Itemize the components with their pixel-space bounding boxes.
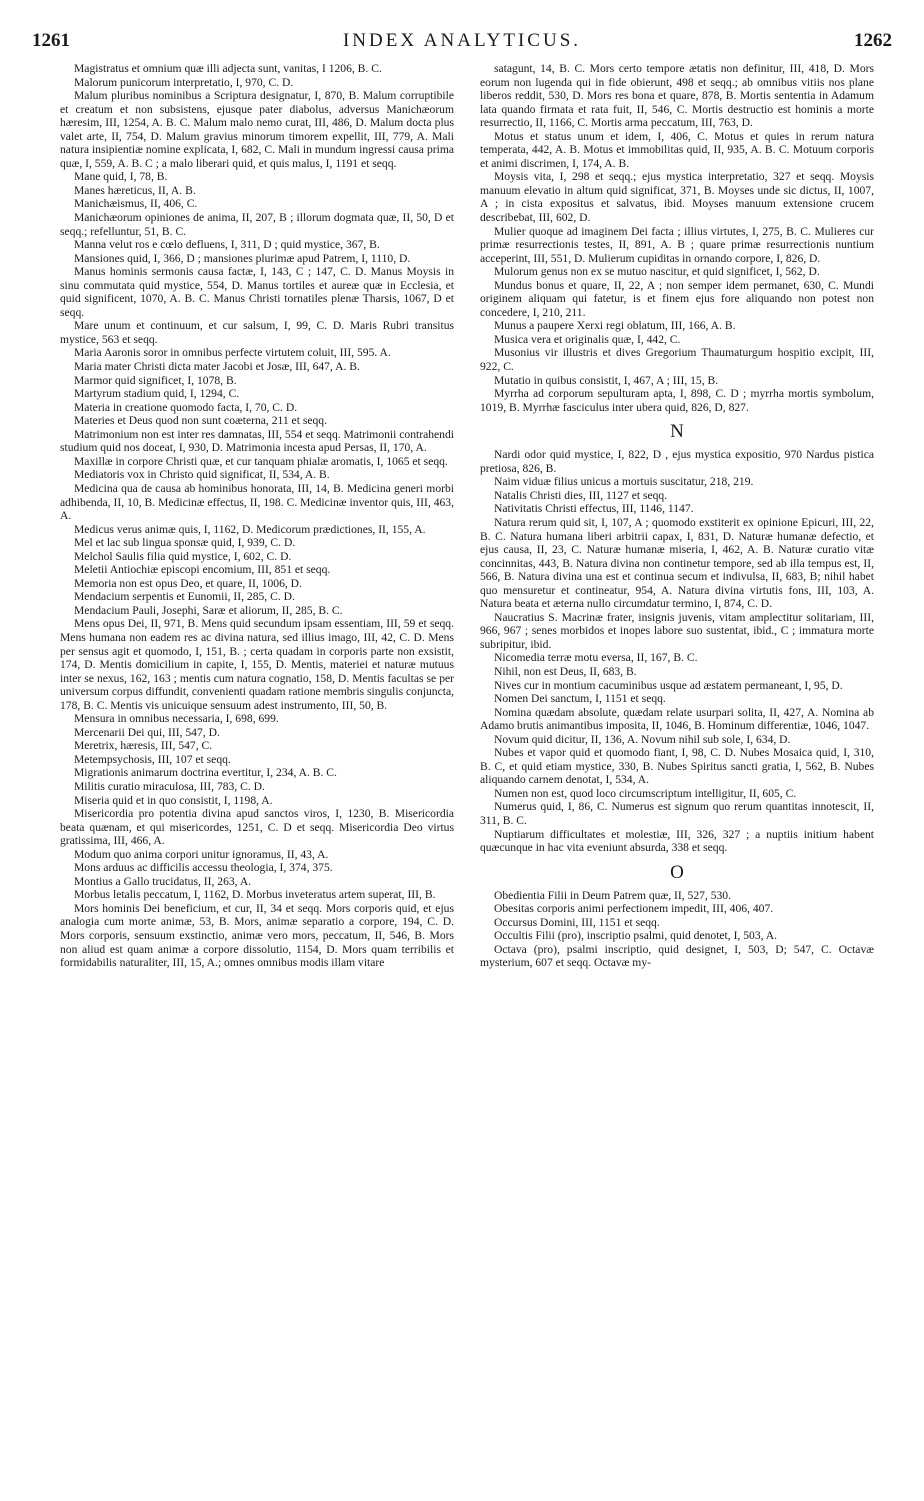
index-entry: Mediatoris vox in Christo quid significat, II, 534, A. B. — [74, 468, 330, 482]
left-page-number: 1261 — [32, 30, 70, 51]
index-entry: Meretrix, hæresis, III, 547, C. — [74, 739, 213, 753]
index-entry: Natura rerum quid sit, I, 107, A ; quomodo exstiterit ex opinione Epicuri, III, 22, B. C. Natura humana liberi arbitrii capax, I, 831, D. Naturæ humanæ defectio, et ejus causa, II, 23, C. Naturæ humanæ miseria, I, 462, A. B. Naturæ curatio vitæ concinnitas, 443, B. Natura divina non continetur tempore, sed ab illa tempus est, II, 566, B. Natura divina una est et continua secum et indivulsa, II, 683, B; nihil habet quo mensuretur et contineatur, 954, A. Natura divina virtutis fons, III, 103, A. Natura beata et æterna nullo circumdatur termino, I, 874, C. D. — [480, 515, 874, 611]
index-entry: Manes hæreticus, II, A. B. — [74, 183, 196, 197]
index-entry: Nubes et vapor quid et quomodo fiant, I, 98, C. D. Nubes Mosaica quid, I, 310, B. C, et quid etiam mystice, 330, B. Nubes Spiritus sancti gratia, I, 562, B. Nubes aliquando carnem denotat, I, 534, A. — [480, 746, 874, 787]
index-entry: Musica vera et originalis quæ, I, 442, C. — [494, 332, 681, 346]
index-entry: Nicomedia terræ motu eversa, II, 167, B. C. — [494, 651, 698, 665]
index-entry: Motus et status unum et idem, I, 406, C. Motus et quies in rerum natura temperata, 442, A. B. Motus et immobilitas quid, II, 935, A. B. C. Motuum corporis et animi discrimen, I, 174, A. B. — [480, 129, 874, 170]
index-entry: Obedientia Filii in Deum Patrem quæ, II, 527, 530. — [494, 888, 731, 902]
index-entry: Materies et Deus quod non sunt coæterna, 211 et seqq. — [74, 414, 327, 428]
index-entry: Meletii Antiochiæ episcopi encomium, III, 851 et seqq. — [74, 563, 331, 577]
index-entry: Munus a paupere Xerxi regi oblatum, III, 166, A. B. — [494, 319, 736, 333]
index-entry: Matrimonium non est inter res damnatas, III, 554 et seqq. Matrimonii contrahendi studium quid nos doceat, I, 930, D. Matrimonia incesta apud Persas, II, 170, A. — [60, 427, 454, 455]
page-header — [32, 30, 892, 54]
right-page-number: 1262 — [854, 30, 892, 51]
index-entry: Mensura in omnibus necessaria, I, 698, 699. — [74, 712, 279, 726]
index-entry: Occultis Filii (pro), inscriptio psalmi, quid denotet, I, 503, A. — [494, 929, 778, 943]
index-entry: Mercenarii Dei qui, III, 547, D. — [74, 725, 220, 739]
index-entry: Mane quid, I, 78, B. — [74, 170, 168, 184]
index-entry: Mansiones quid, I, 366, D ; mansiones plurimæ apud Patrem, I, 1110, D. — [74, 251, 411, 265]
index-entry: Memoria non est opus Deo, et quare, II, 1006, D. — [74, 576, 302, 590]
index-entry: Nihil, non est Deus, II, 683, B. — [494, 664, 637, 678]
index-entry: Nativitatis Christi effectus, III, 1146, 1147. — [494, 502, 694, 516]
index-entry: Metempsychosis, III, 107 et seqq. — [74, 752, 231, 766]
index-entry: Materia in creatione quomodo facta, I, 70, C. D. — [74, 400, 298, 414]
index-entry: Maria Aaronis soror in omnibus perfecte virtutem coluit, III, 595. A. — [74, 346, 391, 360]
index-entry: Migrationis animarum doctrina evertitur, I, 234, A. B. C. — [74, 766, 337, 780]
section-letter-o: O — [670, 861, 684, 883]
index-entry: Nomina quædam absolute, quædam relate usurpari solita, II, 427, A. Nomina ab Adamo brutis animantibus imposita, II, 1046, B. Hominum differentiæ, 1046, 1047. — [480, 705, 874, 733]
index-entry: Obesitas corporis animi perfectionem impedit, III, 406, 407. — [494, 902, 774, 916]
index-entry: Manna velut ros e cœlo defluens, I, 311, D ; quid mystice, 367, B. — [74, 238, 380, 252]
index-entry: Naim viduæ filius unicus a mortuis suscitatur, 218, 219. — [494, 475, 754, 489]
index-entry: Magistratus et omnium quæ illi adjecta sunt, vanitas, I 1206, B. C. — [74, 62, 382, 75]
section-o — [480, 889, 874, 970]
index-entry: Mons arduus ac difficilis accessu theologia, I, 374, 375. — [74, 861, 333, 875]
index-entry: Mulier quoque ad imaginem Dei facta ; illius virtutes, I, 275, B. C. Mulieres cur primæ resurrectionis testes, II, 891, A. B ; quare primæ resurrectionis nuntium acceperint, III, 551, D. Mulierum cupiditas in ornando corpore, I, 826, D. — [480, 224, 874, 265]
index-entry: satagunt, 14, B. C. Mors certo tempore ætatis non definitur, III, 418, D. Mors eorum non lugenda qui in fide obierunt, 498 et seqq.; ab omnibus vitiis nos plane liberos reddit, 530, D. Mors res bona et quare, 878, B. Mortis sententia in Adamum lata quando firmata et rata fuit, II, 546, C. Mortis destructio est hominis a morte resurrectio, II, 1166, C. Mortis arma peccatum, III, 763, D. — [480, 62, 874, 130]
index-entry: Manichæismus, II, 406, C. — [74, 197, 198, 211]
index-entry: Medicina qua de causa ab hominibus honorata, III, 14, B. Medicina generi morbi adhibenda, II, 10, B. Medicinæ effectus, II, 198. C. Medicinæ inventor quis, III, 463, A. — [60, 481, 454, 523]
index-entry: Malorum punicorum interpretatio, I, 970, C. D. — [74, 75, 294, 89]
index-entry: Manus hominis sermonis causa factæ, I, 143, C ; 147, C. D. Manus Moysis in sinu commutata quid mystice, 554, D. Manus tortiles et aureæ quæ in Ecclesia, et quid significent, 1070, A. B. C. Manus Christi tornatiles plenæ Tharsis, 1067, D et seqq. — [60, 265, 454, 319]
index-entry: Medicus verus animæ quis, I, 1162, D. Medicorum prædictiones, II, 155, A. — [74, 522, 426, 536]
index-entry: Montius a Gallo trucidatus, II, 263, A. — [74, 874, 252, 888]
index-entry: Miseria quid et in quo consistit, I, 1198, A. — [74, 793, 273, 807]
index-entry: Occursus Domini, III, 1151 et seqq. — [494, 915, 660, 929]
index-entry: Mendacium Pauli, Josephi, Saræ et aliorum, II, 285, B. C. — [74, 603, 343, 617]
section-m-continued — [480, 62, 874, 414]
index-entry: Maria mater Christi dicta mater Jacobi et Josæ, III, 647, A. B. — [74, 360, 360, 374]
index-entry: Mulorum genus non ex se mutuo nascitur, et quid significet, I, 562, D. — [494, 265, 820, 279]
section-letter-n: N — [670, 421, 684, 443]
left-column — [60, 62, 454, 970]
index-entry: Mutatio in quibus consistit, I, 467, A ; III, 15, B. — [494, 373, 719, 387]
index-entry: Naucratius S. Macrinæ frater, insignis juvenis, vitam amplectitur solitariam, III, 966, 967 ; senes morbidos et inopes labore suo sustentat, ibid., C ; immatura morte subripitur, ibid. — [480, 610, 874, 651]
index-entry: Myrrha ad corporum sepulturam apta, I, 898, C. D ; myrrha mortis symbolum, 1019, B. Myrrhæ fasciculus inter ubera quid, 826, D, 827. — [480, 387, 874, 414]
index-entry: Mel et lac sub lingua sponsæ quid, I, 939, C. D. — [74, 536, 296, 550]
index-entry: Mundus bonus et quare, II, 22, A ; non semper idem permanet, 630, C. Mundi originem aliquam qui fatetur, is et finem ejus fore aliquando non potest non concedere, I, 210, 211. — [480, 278, 874, 319]
index-entry: Melchol Saulis filia quid mystice, I, 602, C. D. — [74, 549, 292, 563]
index-entry: Moysis vita, I, 298 et seqq.; ejus mystica interpretatio, 327 et seqq. Moysis manuum elevatio in altum quid significat, 371, B. Moyses unde sic dictus, II, 1007, A ; in cista expositus et salvatus, ibid. Moyses manuum extensione crucem describebat, III, 602, D. — [480, 170, 874, 225]
section-n — [480, 448, 874, 854]
right-column — [480, 62, 874, 970]
index-entry: Novum quid dicitur, II, 136, A. Novum nihil sub sole, I, 634, D. — [494, 732, 791, 746]
index-entry: Nomen Dei sanctum, I, 1151 et seqq. — [494, 692, 666, 706]
index-entry: Misericordia pro potentia divina apud sanctos viros, I, 1230, B. Misericordia beata quænam, et qui misericordes, 1251, C. D et seqq. Misericordia Deo virtus gratissima, III, 466, A. — [60, 807, 454, 848]
index-entry: Octava (pro), psalmi inscriptio, quid designet, I, 503, D; 547, C. Octavæ mysterium, 607 et seqq. Octavæ my- — [480, 942, 874, 970]
index-entry: Mendacium serpentis et Eunomii, II, 285, C. D. — [74, 590, 295, 604]
index-entry: Mare unum et continuum, et cur salsum, I, 99, C. D. Maris Rubri transitus mystice, 563 et seqq. — [60, 319, 454, 346]
index-entry: Martyrum stadium quid, I, 1294, C. — [74, 387, 240, 401]
index-entry: Numerus quid, I, 86, C. Numerus est signum quo rerum quantitas innotescit, II, 311, B. C. — [480, 800, 874, 827]
index-entry: Nuptiarum difficultates et molestiæ, III, 326, 327 ; a nuptiis initium habent quæcunque in hac vita eveniunt absurda, 338 et seqq. — [480, 827, 874, 855]
index-entry: Mens opus Dei, II, 971, B. Mens quid secundum ipsam essentiam, III, 59 et seqq. Mens humana non eadem res ac divina natura, sed illius imago, III, 42, C. D. Mens per sensus agit et quomodo, I, 151, B. ; certa quadam in corporis parte non exsistit, 174, D. Mentis domicilium in capite, I, 155, D. Mentis, materiei et naturæ mutuus inter se nexus, 162, 163 ; mentis cum natura cognatio, 158, D. Mentis facultas se per universum corpus diffundit, convenienti quadam ratione membris singulis conjuncta, 178, B. C. Mentis vis unicuique sensuum adest instrumento, III, 50, B. — [60, 617, 454, 712]
index-entry: Numen non est, quod loco circumscriptum intelligitur, II, 605, C. — [494, 786, 797, 800]
index-entry: Modum quo anima corpori unitur ignoramus, II, 43, A. — [74, 847, 329, 861]
index-entry: Natalis Christi dies, III, 1127 et seqq. — [494, 488, 668, 502]
index-entry: Malum pluribus nominibus a Scriptura designatur, I, 870, B. Malum corruptibile et creatum et non subsistens, ejusque pater diabolus, adversus Manichæorum hæresim, III, 1254, A. B. C. Malum malo nemo curat, III, 486, D. Malum docta plus valet arte, II, 754, D. Malum gravius minorum timorem expellit, III, 779, A. Mali natura insipientiæ nomine explicata, I, 682, C. Mali in mundum ingressi causa prima quæ, I, 559, A. B. C ; a malo liberari quid, et quis malus, I, 1191 et seqq. — [60, 89, 454, 170]
index-entry: Musonius vir illustris et dives Gregorium Thaumaturgum hospitio excipit, III, 922, C. — [480, 346, 874, 374]
index-entry: Mors hominis Dei beneficium, et cur, II, 34 et seqq. Mors corporis quid, et ejus analogia cum morte animæ, 53, B. Mors, animæ separatio a corpore, 194, C. D. Mors corporis, sensuum exstinctio, animæ vero mors, peccatum, II, 546, B. Mors non aliud est quam animæ a corpore dissolutio, 1154, D. Mors quam terribilis et formidabilis naturaliter, III, 15, A.; omnes omnibus modis illam vitare — [60, 901, 454, 970]
index-entry: Nardi odor quid mystice, I, 822, D , ejus mystica expositio, 970 Nardus pistica pretiosa, 826, B. — [480, 448, 874, 475]
index-entry: Militis curatio miraculosa, III, 783, C. D. — [74, 779, 265, 793]
index-entry: Marmor quid significet, I, 1078, B. — [74, 373, 237, 387]
index-entry: Morbus letalis peccatum, I, 1162, D. Morbus inveteratus artem superat, III, B. — [74, 888, 436, 902]
running-title: INDEX ANALYTICUS. — [342, 30, 582, 51]
index-entry: Maxillæ in corpore Christi quæ, et cur tanquam phialæ aromatis, I, 1065 et seqq. — [74, 454, 448, 468]
index-entry: Manichæorum opiniones de anima, II, 207, B ; illorum dogmata quæ, II, 50, D et seqq.; refelluntur, 51, B. C. — [60, 211, 454, 238]
index-entry: Nives cur in montium cacuminibus usque ad æstatem permaneant, I, 95, D. — [494, 678, 843, 692]
